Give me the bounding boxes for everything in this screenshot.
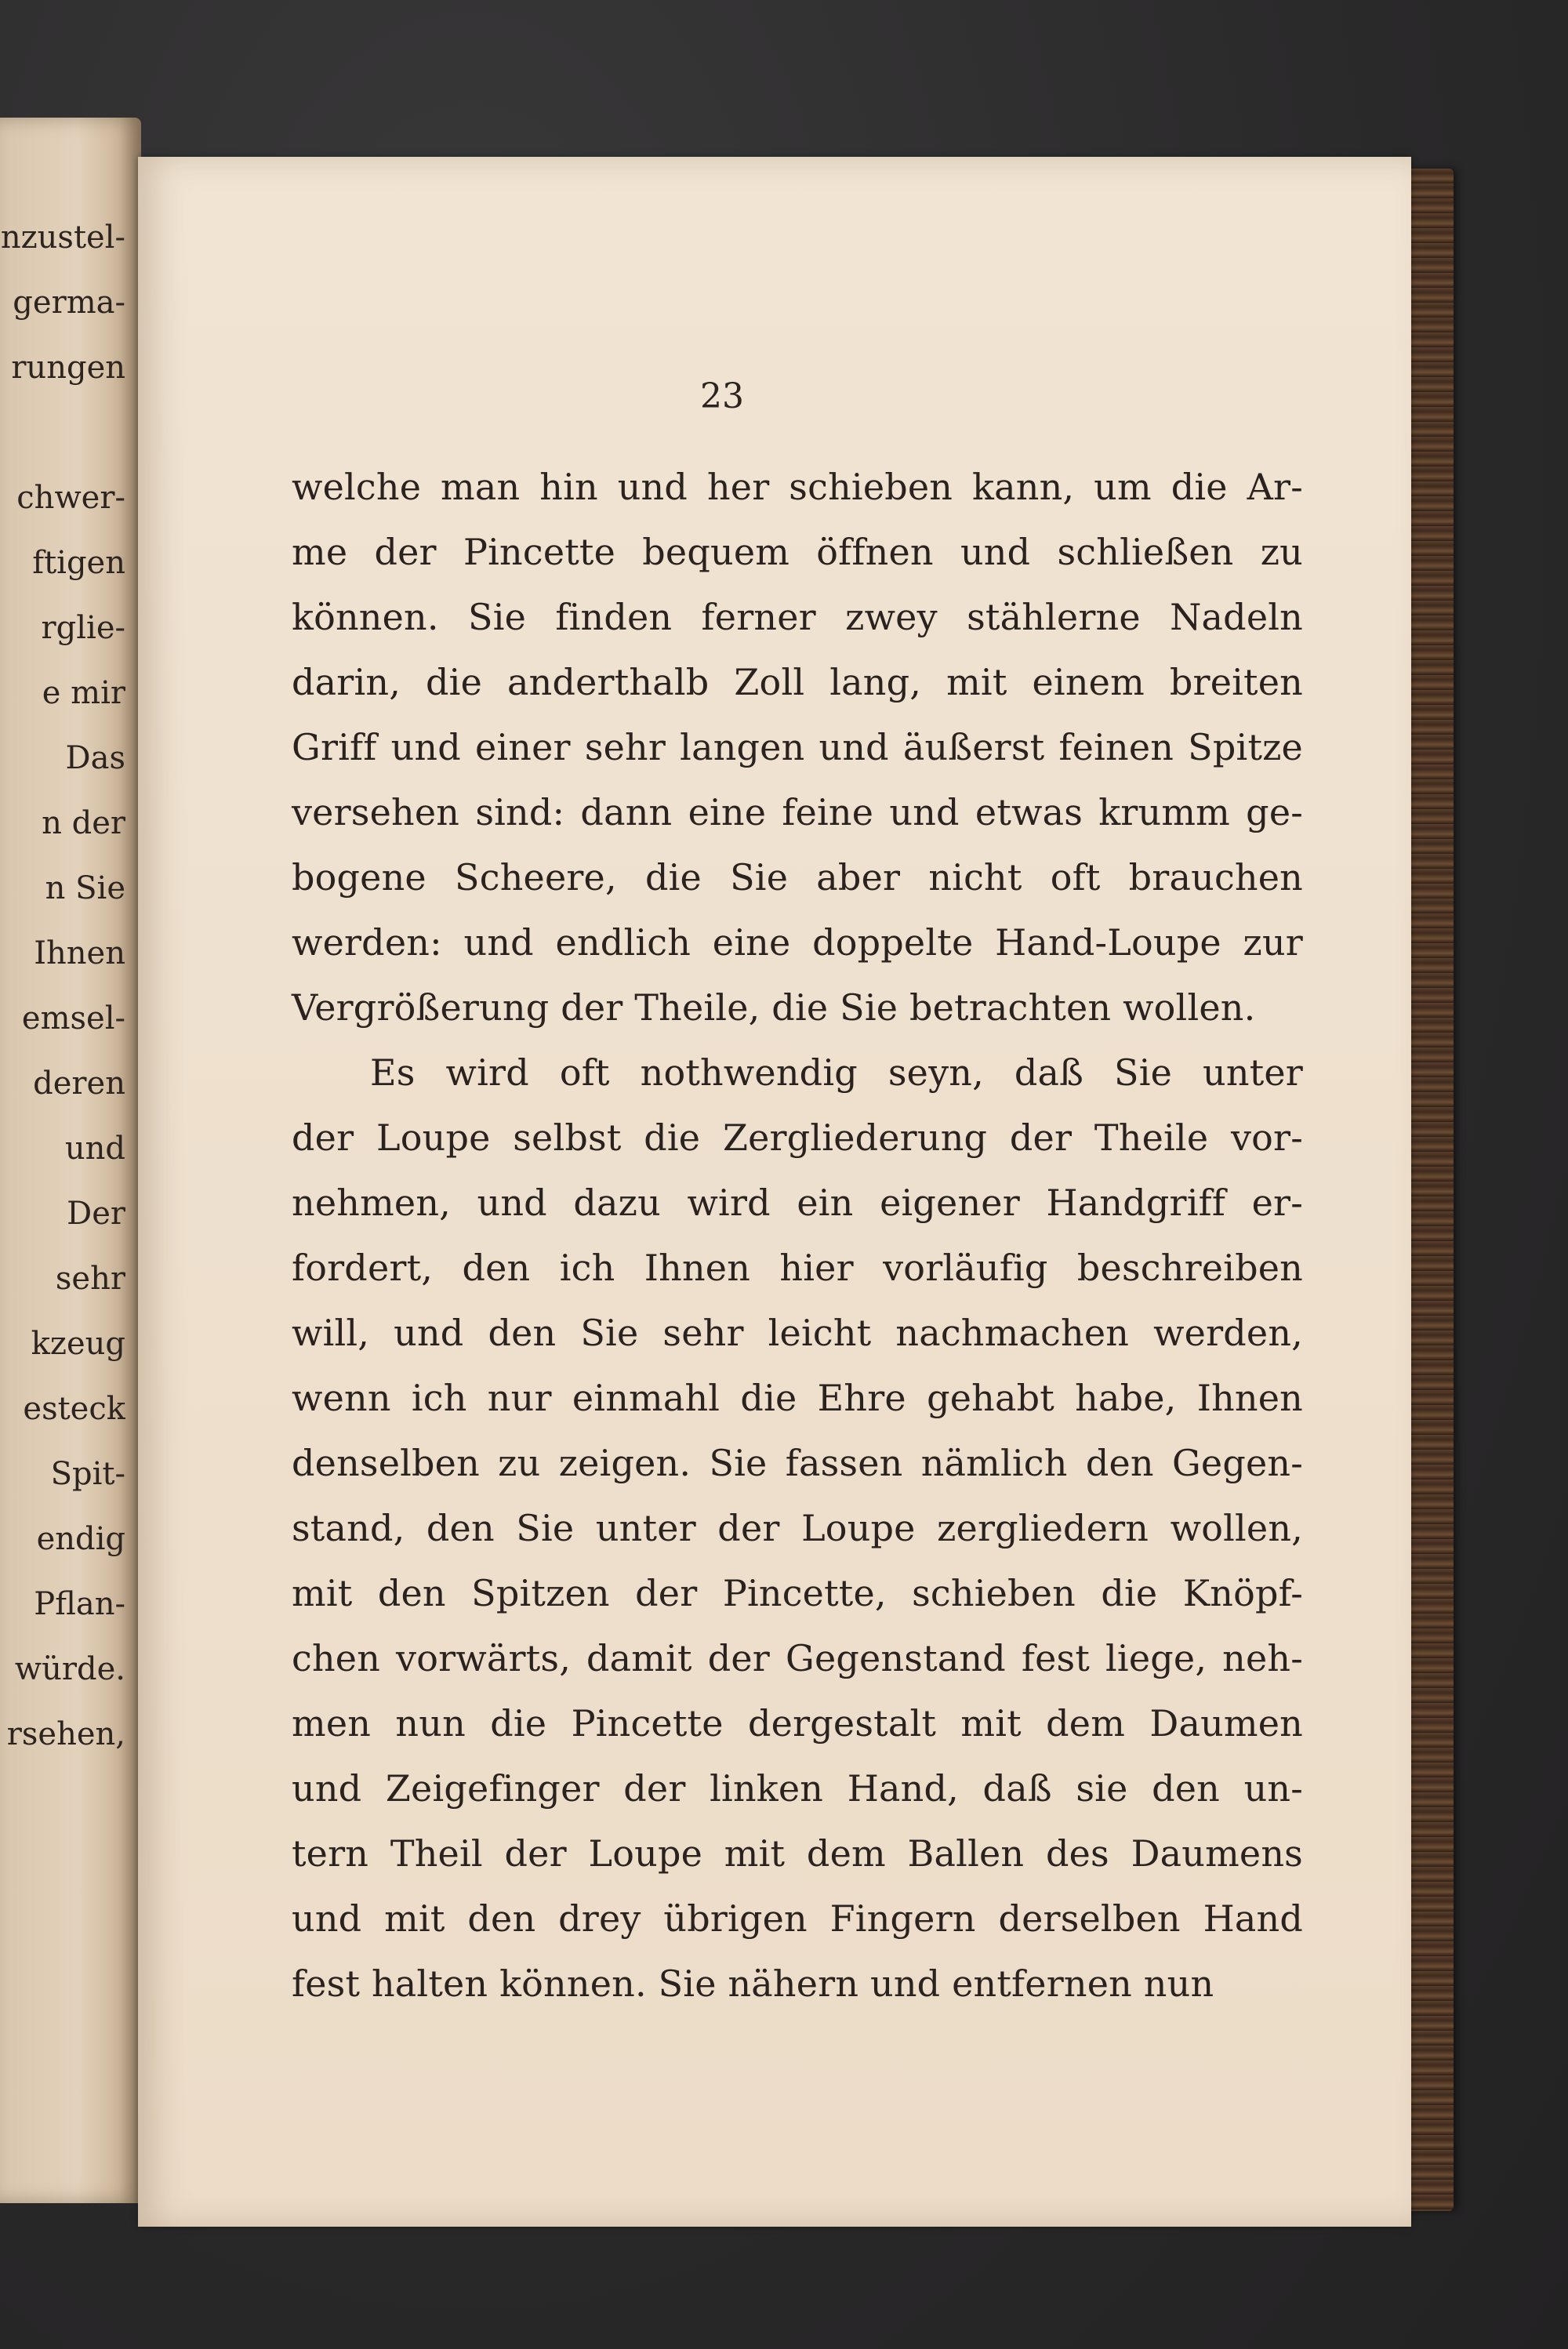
previous-page-line-fragment: kzeug xyxy=(31,1326,125,1362)
text-line: stand, den Sie unter der Loupe zergliedern wollen, xyxy=(292,1507,1303,1549)
text-line: Vergrößerung der Theile, die Sie betrachten wollen. xyxy=(292,986,1256,1029)
previous-page-line-fragment: n der xyxy=(42,805,125,841)
text-line: wenn ich nur einmahl die Ehre gehabt habe, Ihnen xyxy=(292,1377,1303,1419)
text-line: Es wird oft nothwendig seyn, daß Sie unter xyxy=(370,1051,1303,1094)
text-line: welche man hin und her schieben kann, um die Ar- xyxy=(292,466,1303,508)
previous-page-line-fragment: n Sie xyxy=(45,870,125,906)
text-line: Griff und einer sehr langen und äußerst feinen Spitze xyxy=(292,726,1303,768)
page-number: 23 xyxy=(700,376,744,416)
previous-page-line-fragment: rglie- xyxy=(41,610,125,646)
previous-page-line-fragment: Der xyxy=(67,1196,125,1232)
text-line: denselben zu zeigen. Sie fassen nämlich den Gegen- xyxy=(292,1442,1303,1484)
text-line: darin, die anderthalb Zoll lang, mit einem breiten xyxy=(292,661,1303,703)
previous-page-line-fragment: Spit- xyxy=(50,1456,125,1492)
previous-page-line-fragment: nzustel- xyxy=(0,220,125,256)
previous-page-edge xyxy=(0,118,141,2203)
text-line: der Loupe selbst die Zergliederung der Theile vor- xyxy=(292,1116,1303,1159)
previous-page-line-fragment: germa- xyxy=(13,285,125,321)
previous-page-line-fragment: esteck xyxy=(23,1391,125,1427)
previous-page-line-fragment: chwer- xyxy=(16,480,125,516)
text-line: tern Theil der Loupe mit dem Ballen des Daumens xyxy=(292,1832,1303,1875)
previous-page-line-fragment: Pflan- xyxy=(34,1586,125,1622)
text-line: chen vorwärts, damit der Gegenstand fest liege, neh- xyxy=(292,1637,1303,1679)
previous-page-line-fragment: sehr xyxy=(55,1261,125,1297)
page-text-block xyxy=(292,455,1303,2017)
text-line: versehen sind: dann eine feine und etwas krumm ge- xyxy=(292,791,1303,833)
text-line: und Zeigefinger der linken Hand, daß sie den un- xyxy=(292,1767,1303,1810)
text-line: fest halten können. Sie nähern und entfernen nun xyxy=(292,1962,1214,2005)
previous-page-line-fragment: deren xyxy=(33,1066,125,1102)
text-line: men nun die Pincette dergestalt mit dem Daumen xyxy=(292,1702,1303,1745)
text-line: können. Sie finden ferner zwey stählerne Nadeln xyxy=(292,596,1303,638)
previous-page-line-fragment: e mir xyxy=(42,675,125,711)
previous-page-line-fragment: rsehen, xyxy=(6,1716,125,1752)
previous-page-line-fragment: und xyxy=(64,1131,125,1167)
text-line: werden: und endlich eine doppelte Hand-Loupe zur xyxy=(292,921,1303,964)
previous-page-line-fragment: ftigen xyxy=(32,545,125,581)
previous-page-line-fragment: endig xyxy=(36,1521,125,1557)
text-line: me der Pincette bequem öffnen und schließen zu xyxy=(292,531,1303,573)
text-line: mit den Spitzen der Pincette, schieben die Knöpf- xyxy=(292,1572,1303,1614)
text-line: will, und den Sie sehr leicht nachmachen werden, xyxy=(292,1312,1303,1354)
text-line: fordert, den ich Ihnen hier vorläufig beschreiben xyxy=(292,1247,1303,1289)
previous-page-line-fragment: Ihnen xyxy=(34,935,125,971)
previous-page-line-fragment: Das xyxy=(65,740,125,776)
text-line: bogene Scheere, die Sie aber nicht oft brauchen xyxy=(292,856,1303,899)
text-line: nehmen, und dazu wird ein eigener Handgriff er- xyxy=(292,1182,1303,1224)
text-line: und mit den drey übrigen Fingern derselben Hand xyxy=(292,1897,1303,1940)
previous-page-line-fragment: emsel- xyxy=(21,1000,125,1037)
book-page xyxy=(138,157,1411,2227)
previous-page-line-fragment: rungen xyxy=(11,350,125,386)
previous-page-line-fragment: würde. xyxy=(14,1651,125,1687)
